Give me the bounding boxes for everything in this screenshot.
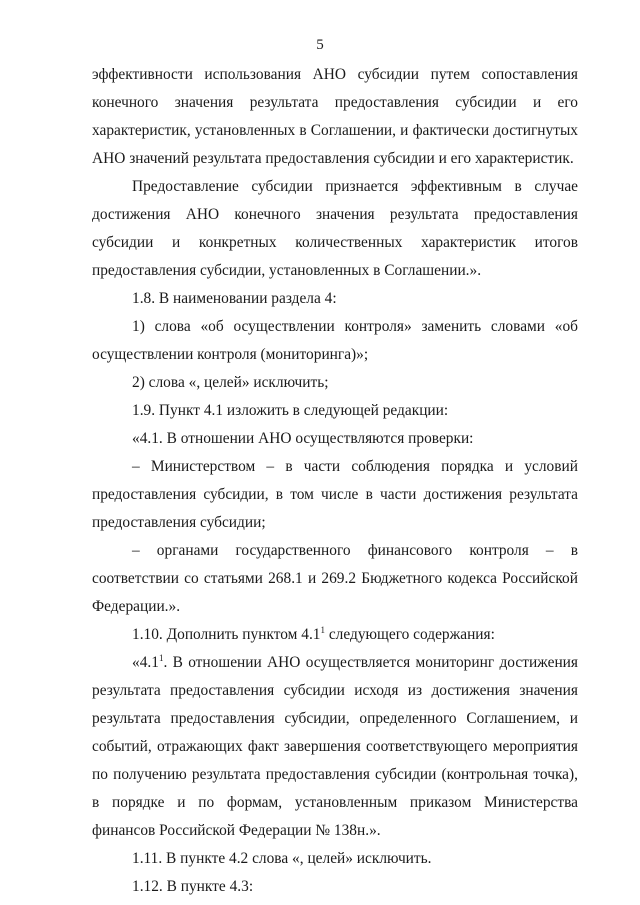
paragraph: 1.9. Пункт 4.1 изложить в следующей редакции: (132, 402, 449, 419)
paragraph-with-superscript (92, 649, 578, 845)
paragraph: 1.8. В наименовании раздела 4: (132, 290, 337, 307)
paragraph: «4.1. В отношении АНО осуществляются проверки: (132, 430, 474, 447)
paragraph: Предоставление субсидии признается эффективным в случае достижения АНО конечного значения результата предоставления субсидии и конкретных количественных характеристик итогов предоставления субсидии, установленных в Соглашении.». (92, 178, 578, 279)
paragraph: 2) слова «, целей» исключить; (132, 374, 329, 391)
paragraph: 1.11. В пункте 4.2 слова «, целей» исключить. (132, 850, 432, 867)
paragraph: эффективности использования АНО субсидии путем сопоставления конечного значения результата предоставления субсидии и его характеристик, установленных в Соглашении, и фактически достигнутых АНО значений результата предоставления субсидии и его характеристик. (92, 66, 578, 167)
paragraph-text: . В отношении АНО осуществляется мониторинг достижения результата предоставления субсидии исходя из достижения значения результата предоставления субсидии, определенного Соглашением, и событий, отражающих факт завершения соответствующего мероприятия по получению результата предоставления субсидии (контрольная точка), в порядке и по формам, установленным приказом Министерства финансов Российской Федерации № 138н.». (92, 654, 578, 839)
paragraph-text: 1.10. Дополнить пунктом 4.1 (132, 626, 321, 643)
paragraph: 1) слова «об осуществлении контроля» заменить словами «об осуществлении контроля (мониторинга)»; (92, 318, 578, 363)
document-body (92, 61, 578, 901)
paragraph-text: следующего содержания: (325, 626, 495, 643)
superscript: 1 (320, 625, 325, 635)
paragraph: 1.12. В пункте 4.3: (132, 878, 254, 895)
page-number: 5 (316, 37, 324, 53)
paragraph-text: «4.1 (132, 654, 159, 671)
paragraph: – органами государственного финансового контроля – в соответствии со статьями 268.1 и 269.2 Бюджетного кодекса Российской Федерации.». (92, 542, 578, 615)
superscript: 1 (158, 653, 164, 663)
paragraph: – Министерством – в части соблюдения порядка и условий предоставления субсидии, в том числе в части достижения результата предоставления субсидии; (92, 458, 578, 531)
paragraph-with-superscript (92, 621, 578, 649)
